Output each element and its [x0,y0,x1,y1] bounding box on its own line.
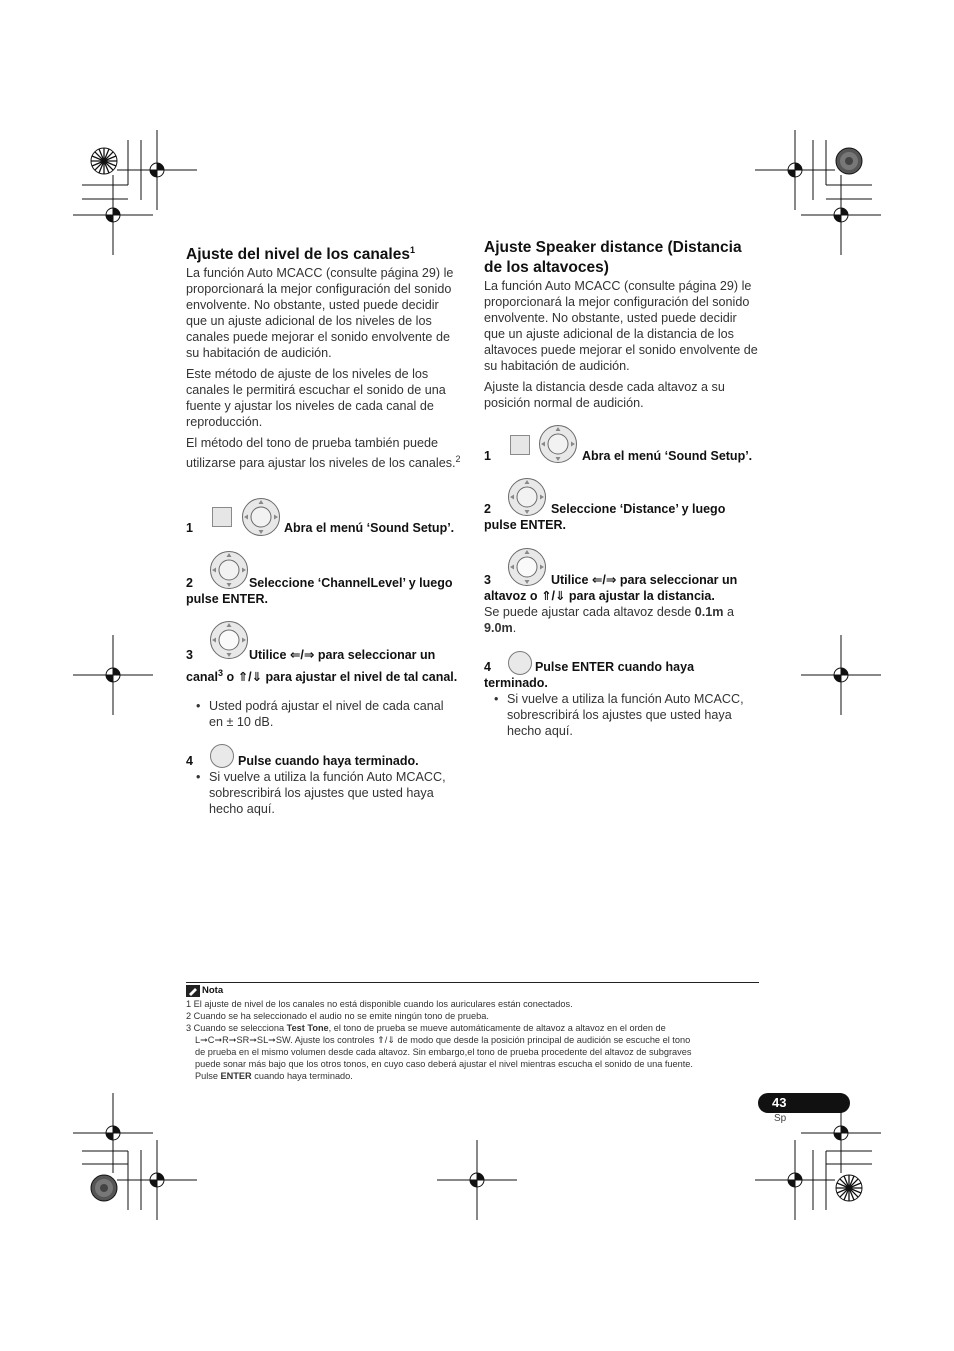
bullet-item: • Usted podrá ajustar el nivel de cada canal en ± 10 dB. [196,699,444,729]
up-down-arrows-icon: ⇑/⇓ [540,589,566,603]
section-heading-channel-level: Ajuste del nivel de los canales$^1$ [186,245,415,264]
notes-title: Nota [202,985,224,996]
language-code: Sp [774,1113,787,1124]
jog-dial-icon [241,497,281,537]
left-column [186,240,462,476]
footnote-3: 3 Cuando se selecciona Test Tone, el tono de prueba se mueve automáticamente de altavoz a altavoz en el orden de [186,1023,666,1033]
footnote-3-line-4: puede sonar más bajo que los otros tonos, en cuyo caso deberá ajustar el nivel mientras escucha el sonido de una fuente. [195,1059,693,1069]
menu-button-icon [212,507,232,527]
right-column [484,238,760,416]
footnote-3-line-5: Pulse ENTER cuando haya terminado. [195,1071,353,1081]
step-3-right: 3 Utilice ⇐/⇒ para seleccionar un altavoz o ⇑/⇓ para ajustar la distancia. [484,573,738,603]
return-button-icon [210,744,234,768]
footnote-1: 1 El ajuste de nivel de los canales no está disponible cuando los auriculares están conectados. [186,999,573,1009]
range-note: Se puede ajustar cada altavoz desde 0.1m a 9.0m. [484,605,734,635]
up-down-arrows-icon: ⇑/⇓ [237,670,263,685]
up-down-arrows-icon: ⇑/⇓ [377,1035,395,1045]
paragraph: El método del tono de prueba también puede utilizarse para ajustar los niveles de los canales.$^2$ [186,436,461,471]
paragraph: La función Auto MCACC (consulte página 29) le proporcionará la mejor configuración del sonido envolvente. No obstante, usted puede decidir que un ajuste adicional de los niveles de los canales puede mejorar el sonido envolvente de su habitación de audición. [186,266,454,361]
page-number-badge: 43 [758,1093,850,1113]
left-right-arrows-icon: ⇐/⇒ [289,648,315,662]
footnotes [186,982,759,1082]
step-3-left: 3 Utilice ⇐/⇒ para seleccionar un canal$^3$ o ⇑/⇓ para ajustar el nivel de tal canal. [186,648,458,685]
menu-button-icon [510,435,530,455]
note-pencil-icon [186,985,200,997]
footnote-3-line-3: de prueba en el mismo volumen desde cada altavoz. Sin embargo,el tono de prueba procedente del altavoz de subgraves [195,1047,692,1057]
paragraph: Este método de ajuste de los niveles de los canales le permitirá escuchar el sonido de una fuente y ajustar los niveles de cada canal de reproducción. [186,367,446,430]
footnote-3-line-2: L➞C➞R➞SR➞SL➞SW. Ajuste los controles ⇑/⇓ de modo que desde la posición principal de audición se escuche el tono [195,1035,691,1045]
section-heading-speaker-distance: Ajuste Speaker distance (Distancia de los altavoces) [484,239,742,276]
step-2-right: 2 Seleccione ‘Distance’ y luego pulse ENTER. [484,502,726,532]
left-right-arrows-icon: ⇐/⇒ [591,573,617,587]
paragraph: La función Auto MCACC (consulte página 29) le proporcionará la mejor configuración del sonido envolvente. No obstante, usted puede decidir que un ajuste adicional de la distancia de los altavoces puede mejorar el sonido envolvente de su habitación de audición. [484,279,758,373]
step-2-left: 2 Seleccione ‘ChannelLevel’ y luego pulse ENTER. [186,576,453,606]
bullet-item: • Si vuelve a utiliza la función Auto MCACC, sobrescribirá los ajustes que usted haya hecho aquí. [494,692,744,738]
jog-dial-icon [538,424,578,464]
footnote-2: 2 Cuando se ha seleccionado el audio no se emite ningún tono de prueba. [186,1011,489,1021]
paragraph: Ajuste la distancia desde cada altavoz a su posición normal de audición. [484,380,725,410]
step-4-right: 4 Pulse ENTER cuando haya terminado. [484,660,695,690]
bullet-item: • Si vuelve a utiliza la función Auto MCACC, sobrescribirá los ajustes que usted haya hecho aquí. [196,770,446,816]
